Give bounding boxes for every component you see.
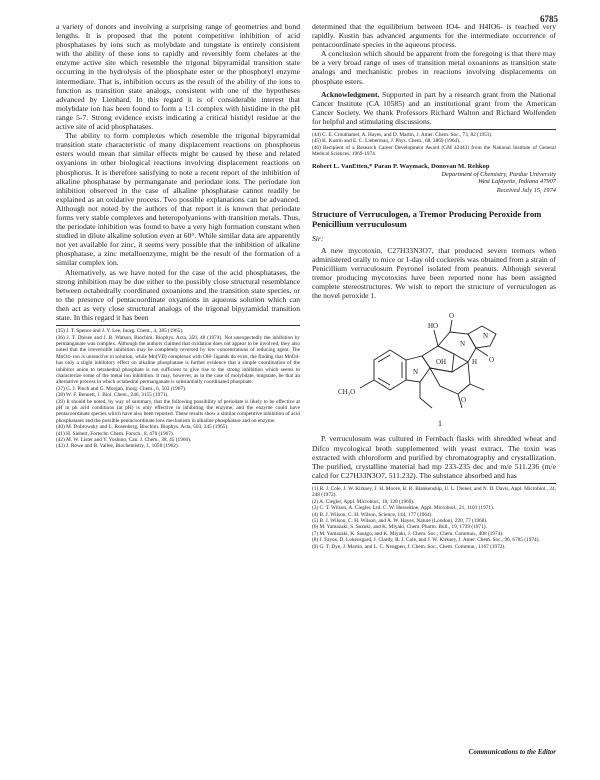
footnote: (38) W. F. Bennett, J. Biol. Chem., 246, 3155 (1971). <box>56 392 169 399</box>
carbonyl-bond <box>476 348 488 356</box>
body-paragraph: P. verruculosum was cultured in Fernbach flasks with shredded wheat and Difco mycological broth supplemented with yeast extract. The toxin was extracted with chloroform and purified by chromatography and crystallization. The purified, crystalline material had mp 233-235 dec and m/e 511.236 (m/e calcd for C27H33N3O7, 511.232). The substance absorbed and has <box>312 434 556 480</box>
affiliation-line: Department of Chemistry, Purdue University <box>441 170 556 178</box>
right-column <box>312 22 556 550</box>
structure-label-n: N <box>460 340 466 349</box>
page-number: 6785 <box>540 14 558 24</box>
methoxy-bond <box>360 380 374 388</box>
signature-block <box>312 162 556 195</box>
journal-section-footer: Communications to the Editor <box>468 748 556 756</box>
carbonyl-bond <box>450 320 452 332</box>
salutation: Sir: <box>312 233 324 243</box>
footnote: (6) M. Yamazaki, S. Suzuki, and K. Miyaki, Chem. Pharm. Bull., 19, 1739 (1971). <box>312 524 487 531</box>
footnote: (36) J. T. Dhisee and J. B. Watson, Biochim. Biophys. Acta, 350, 48 (1974). Not unexpectedly the inhibition by permanganate was complex. Although the authors claimed that oxidation does not appear to be involved, they also noted that the irreversible inhibition may be completely reversed by low concentrations of reducing agent. The MnO4- ion is unreactive in solution, while Mn(VII) complexes with OH- ligands do exist, the finding that MnO4- has only a slight inhibitory effect on alkaline phosphatase is further evidence that a simple coordination of the inhibitor anion to tetrahedral phosphate is not sufficient to give rise to the strong inhibition which seems to characterize some of the metal ion inhibition. It may, however, as in the case of molybdate, tungstate, be that an alternative process in which octahedral permanganate is substantially coordinated phosphate. <box>56 334 300 386</box>
conclusion-paragraph: A conclusion which should be apparent from the foregoing is that there may be a very broad range of uses of transition metal oxoanions as transition state analogs and mechanistic probes in reactions involving displacements on phosphate esters. <box>312 49 556 86</box>
footnote: (45) K. Kustin and E. C. Lieberman, J. Phys. Chem., 68, 3869 (1964). <box>312 138 461 145</box>
structure-label-o: O <box>489 356 495 365</box>
footnote: (42) M. W. Lister and Y. Yoshino, Can. J. Chem., 38, 45 (1960). <box>56 437 192 443</box>
structure-label-n: N <box>413 368 419 377</box>
chemical-structure <box>312 302 556 430</box>
footnote: (5) B. J. Wilson, C. H. Wilson, and A. W. Hayes, Nature (London), 220, 77 (1968). <box>312 517 488 524</box>
footnote: (43) J. Rowe and B. Vallee, Biochemistry, 1, 1058 (1962). <box>56 443 179 450</box>
footnote: (41) H. Siebert, Fortschr. Chem. Forsch., 8, 470 (1967). <box>56 430 174 437</box>
structure-label-methoxy: CH₃O <box>338 388 356 397</box>
affiliation-line: West Lafayette, Indiana 47907 <box>478 178 556 186</box>
acknowledgment-paragraph <box>312 90 556 126</box>
isopentenyl-bond <box>420 398 432 408</box>
footnote: (4) B. J. Wilson, C. H. Wilson, Science, 144, 177 (1964). <box>312 511 433 518</box>
footnote: (7) M. Yamazaki, K. Sasago, and K. Miyaki, J. Chem. Soc., Chem. Commun., 408 (1974). <box>312 530 504 537</box>
proline-ring <box>468 326 496 348</box>
benzene-ring <box>374 350 406 390</box>
footnote: (37) G. J. Pinch and G. Morgan, Inorg. Chem., 6, 503 (1967). <box>56 385 187 392</box>
body-paragraph: a variety of donors and involving a surprising range of geometries and bond lengths. It is proposed that the potent competitive inhibition of acid phosphatases by ions such as molybdate and tungstate is entirely consistent with the ability of these ions to rapidly and reversibly form chelates at the enzyme active site which resemble the trigonal bipyramidal transition state occurring in the hydrolysis of the phosphate ester or the phosphoryl enzyme intermediate. That is, inhibition occurs as the result of the ability of the ions to function as transition state analogs, consistent with one of the hypotheses advanced by Lienhard. In this regard it is of considerable interest that molybdate ion has been found to form a 1:1 complex with histidine in the pH range 5-7. Strong evidence exists indicating a critical histidyl residue at the active site of acid phosphatases. <box>56 22 300 132</box>
footnotes <box>312 483 556 550</box>
footnote: (2) A. Ciegler, Appl. Microbiol., 18, 128 (1969). <box>312 498 415 505</box>
intro-paragraph: A new mycotoxin, C27H33N3O7, that produced severe tremors when administered orally to mice or 1-day old cockerels was obtained from a strain of Penicillium verruculosum Peyronel isolated from peanuts. Although several tremor producing mycotoxins have been reported none has been assigned complete stereostructures. We wish to report the structure of verruculogen as the novel peroxide 1. <box>312 245 556 301</box>
body-paragraph: Alternatively, as we have noted for the case of the acid phosphatases, the strong inhibition may be due either to the possibly close structural resemblance between octahedrally coordinated oxoanions and the transition state species, or to the presence of pentacoordinate oxyanions in aqueous solution which can then act as very close structural analogs of the trigonal bipyramidal transition state. In this regard it has been <box>56 267 300 322</box>
structure-label-ho: HO <box>428 322 439 331</box>
structure-label-h: H <box>472 358 478 367</box>
footnote: (35) J. T. Spence and J. Y. Lee, Inorg. Chem., 4, 385 (1965). <box>56 328 184 335</box>
footnote: (8) J. Fayos, D. Lokensgard, J. Clardy, R. J. Cole, and J. W. Kirksey, J. Amer. Chem. Soc., 96, 6785 (1974). <box>312 537 540 544</box>
peroxide-ring <box>430 362 470 394</box>
structure-label-o: O <box>461 396 467 405</box>
footnote: (39) It should be noted, by way of summary, that the following possibility of periodate is likely to be effective at pH in ph acid conditions (at pH) is only effective in inhibiting the enzyme, and the enzyme could have pentacoordinate species which have also been reported. These results show a similar competitive inhibition of acid phosphatases and the possible pentacoordinate ions mechanism in alkaline phosphatase and on enzyme. <box>56 398 300 424</box>
footnote: (9) G. T. Dye, J. Martin, and L. C. Neugpen, J. Chem. Soc., Chem. Commun., 1167 (1972). <box>312 543 506 550</box>
dimethyl-bond <box>470 384 484 390</box>
footnotes <box>312 129 556 158</box>
received-date: Received July 15, 1974 <box>496 186 556 194</box>
acknowledgment-text: Supported in part by a research grant from the National Cancer Institute (CA 10585) and an institutional grant from the American Cancer Society. We thank Professors Richard Walton and Richard Wolfenden for helpful and stimulating discussions. <box>312 89 556 126</box>
hydroxyl-bond <box>434 330 438 346</box>
body-paragraph: The ability to form complexes which resemble the trigonal bipyramidal transition state characteristic of many displacement reactions on phosphorus esters would mean that similar effects might be caused by these and related oxyanions in other biological reactions involving displacement reactions on phosphorus. It is therefore satisfying to note a recent report of the inhibition of alkaline phosphatase by permanganate and periodate ions. The periodate ion inhibition observed in the case of alkaline phosphatase cannot readily be explained as an oxidative process. Two possible explanations can be advanced. Although not noted by the authors of that report it is known that periodate forms very stable complexes and heteropolyanions with transition metals. Thus, the periodate inhibition was found to have a very high formation constant when studied in dilute alkaline solution even at 60°. While similar data are apparently not yet available for zinc, it seems very possible that the inhibition of alkaline phosphatase, a zinc metalloenzyme, might be the result of the formation of a similar complex ion. <box>56 131 300 268</box>
structure-label-oh: OH <box>436 358 447 367</box>
article-title: Structure of Verruculogen, a Tremor Producing Peroxide from Penicillium verruculosum <box>312 209 542 230</box>
body-paragraph: determined that the equilibrium between IO4- and H4IO6- is reached very rapidly. Kustin has advanced arguments for the intermediate occurrence of pentacoordinate species in the aqueous process. <box>312 22 556 50</box>
footnote: (3) C. T. Wilson, A. Ciegler, Ltd. C. W. Hesseltine, Appl. Microbiol., 21, 1101 (1971). <box>312 505 495 512</box>
footnote: (46) Recipient of a Research Career Development Award (GM 42443) from the National Institute of General Medical Sciences, 1969-1974. <box>312 144 556 158</box>
structure-label-n: N <box>483 332 489 341</box>
footnote: (44) C. E. Crouthamel, A. Hayes, and D. Martin, J. Amer. Chem. Soc., 73, 82 (1951). <box>312 132 493 139</box>
left-column <box>56 22 300 450</box>
structure-label-o: O <box>449 312 455 321</box>
compound-number: 1 <box>438 419 442 429</box>
footnote: (1) R. J. Cole, J. W. Kirksey, J. H. Moore, B. R. Blankenship, U. L. Diener, and N. D. Davis, Appl. Microbiol., 24, 248 (1972). <box>312 485 556 499</box>
structure-diagram <box>312 302 556 430</box>
footnotes <box>56 325 300 450</box>
acknowledgment-heading: Acknowledgment. <box>321 89 380 99</box>
author-names: Robert L. VanEtten,* Paran P. Waymack, Donovan M. Rehkop <box>312 162 490 170</box>
footnote: (40) M. Dobrowsky and L. Rosenberg, Biochim. Biophys. Acta, 503, 345 (1965). <box>56 424 229 431</box>
